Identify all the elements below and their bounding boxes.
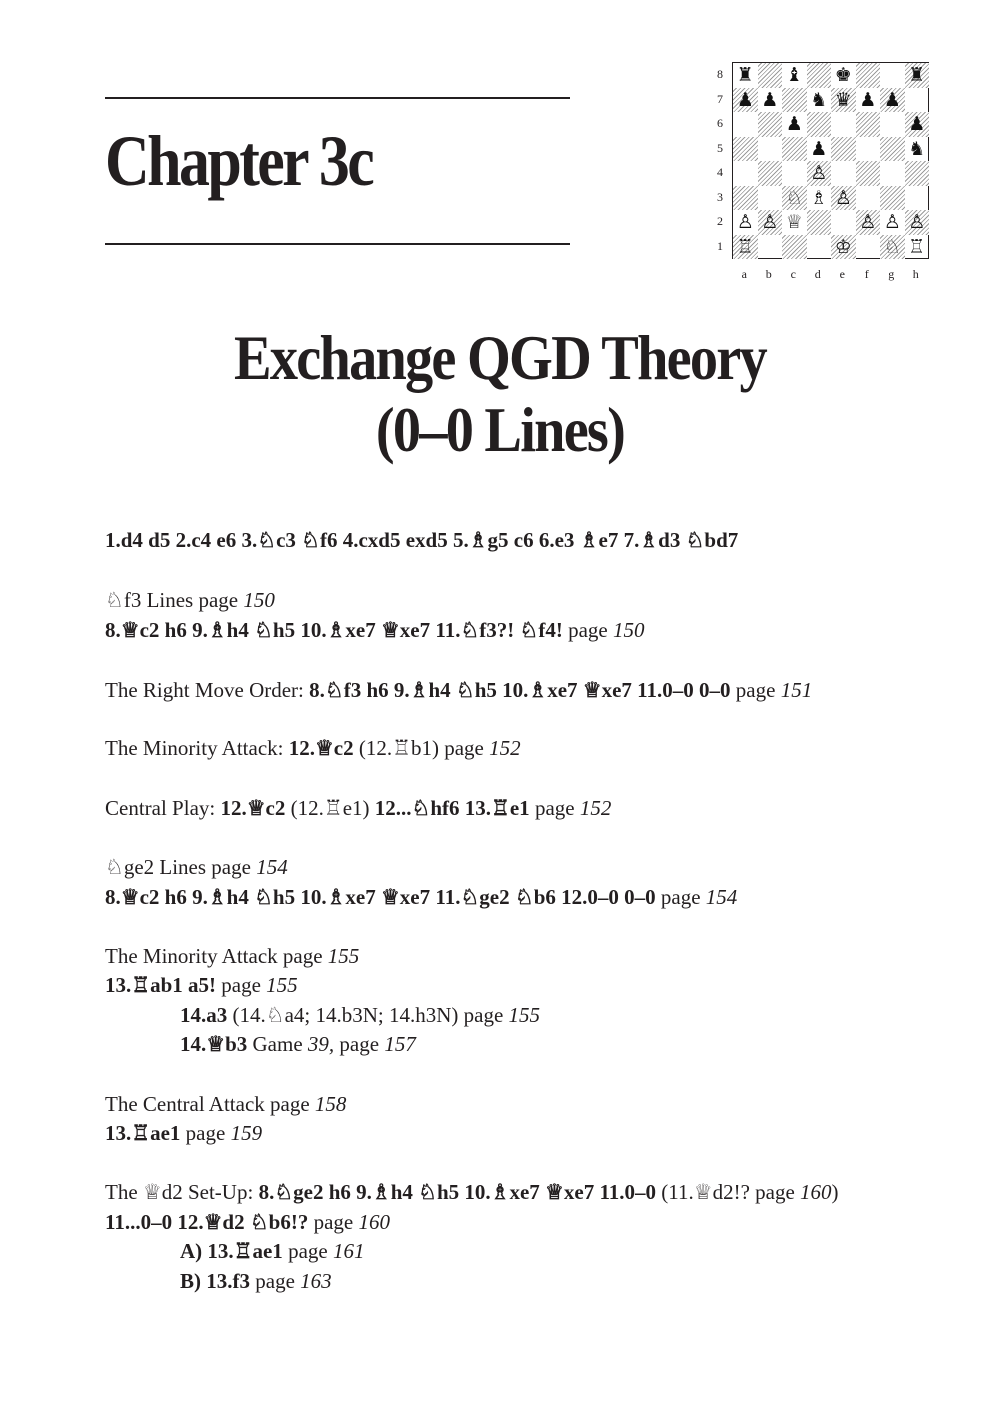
line-text: page: [655, 885, 706, 909]
main-title: [0, 322, 1000, 466]
board-square: [782, 235, 807, 260]
file-label: a: [741, 267, 747, 281]
variation-line: [180, 1239, 364, 1264]
line-text: ♘ge2 Lines page: [105, 855, 257, 879]
chess-piece: ♖: [736, 235, 754, 258]
board-square: [856, 161, 881, 186]
board-square: [880, 186, 905, 211]
line-text: (11.♕d2!? page: [656, 1180, 801, 1204]
chess-piece: ♙: [810, 162, 828, 184]
chess-piece: ♚: [834, 64, 852, 86]
rank-label: 8: [717, 67, 723, 81]
board-square: [733, 186, 758, 211]
variation-line: [105, 736, 521, 761]
chess-piece: ♟: [736, 88, 754, 111]
chess-piece: ♖: [908, 235, 926, 258]
move-sequence: 8.♘f3 h6 9.♗h4 ♘h5 10.♗xe7 ♕xe7 11.0–0 0–0: [309, 678, 731, 702]
chess-diagram: [714, 62, 934, 284]
board-square: [758, 186, 783, 211]
chapter-title: Chapter 3c: [105, 121, 373, 201]
line-text: Game: [247, 1032, 308, 1056]
main-title-line1: Exchange QGD Theory: [234, 322, 766, 393]
page-number: 159: [230, 1121, 263, 1145]
page-number: 158: [314, 1092, 347, 1116]
variation-line: [105, 973, 298, 998]
page-number: 151: [780, 678, 813, 702]
variation-line: [105, 796, 611, 821]
move-sequence: B) 13.f3: [180, 1269, 250, 1293]
line-text: The Central Attack page: [105, 1092, 315, 1116]
variation-line: [105, 588, 275, 613]
chess-board: [732, 62, 929, 259]
board-square: [807, 112, 832, 137]
page-number: 152: [489, 736, 521, 760]
page-number: 157: [384, 1032, 416, 1056]
page-number: 160: [800, 1180, 832, 1204]
chess-piece: ♝: [785, 64, 803, 86]
variation-line: [180, 1269, 332, 1294]
chess-piece: ♙: [883, 211, 901, 233]
page-number: 155: [508, 1003, 541, 1027]
move-sequence: 1.d4 d5 2.c4 e6 3.♘c3 ♘f6 4.cxd5 exd5 5.♗g5 c6 6.e3 ♗e7 7.♗d3 ♘bd7: [105, 528, 739, 552]
line-text: page: [216, 973, 267, 997]
chess-piece: ♞: [908, 137, 926, 160]
chess-piece: ♗: [810, 186, 828, 209]
line-text: The Minority Attack:: [105, 736, 289, 760]
rank-label: 4: [717, 165, 723, 179]
chess-piece: ♛: [834, 88, 852, 111]
rank-label: 5: [717, 140, 723, 155]
chess-piece: ♘: [785, 186, 803, 209]
chess-piece: ♜: [736, 64, 754, 86]
chess-piece: ♟: [761, 88, 779, 111]
chess-piece: ♟: [785, 113, 803, 135]
rank-label: 2: [717, 214, 723, 228]
line-text: The ♕d2 Set-Up:: [105, 1180, 259, 1204]
file-label: b: [765, 267, 772, 281]
board-square: [733, 137, 758, 162]
board-square: [880, 63, 905, 88]
chess-piece: ♙: [908, 211, 926, 233]
chess-piece: ♙: [834, 186, 852, 209]
board-square: [782, 161, 807, 186]
variation-line: [105, 1121, 262, 1146]
move-sequence: 8.♕c2 h6 9.♗h4 ♘h5 10.♗xe7 ♕xe7 11.♘ge2 ♘b6 12.0–0 0–0: [105, 885, 656, 909]
rank-label: 7: [717, 91, 723, 106]
board-square: [880, 161, 905, 186]
page-number: 150: [613, 618, 645, 642]
line-text: ): [831, 1180, 839, 1204]
chess-piece: ♟: [908, 113, 926, 135]
file-label: h: [912, 267, 919, 281]
file-label: e: [839, 267, 845, 281]
board-square: [856, 63, 881, 88]
line-text: page: [250, 1269, 301, 1293]
line-text: Central Play:: [105, 796, 221, 820]
board-square: [831, 161, 856, 186]
move-sequence: 12...♘hf6 13.♖e1: [374, 796, 530, 820]
page-number: 39,: [307, 1032, 335, 1056]
move-sequence: 14.♕b3: [180, 1032, 248, 1056]
page-number: 152: [579, 796, 612, 820]
chess-piece: ♞: [810, 88, 828, 111]
move-sequence: 8.♕c2 h6 9.♗h4 ♘h5 10.♗xe7 ♕xe7 11.♘f3?! ♘f4!: [105, 618, 563, 642]
file-label: g: [888, 267, 895, 281]
line-text: page: [730, 678, 781, 702]
board-square: [880, 112, 905, 137]
rank-label: 6: [717, 116, 723, 130]
bottom-rule: [105, 243, 570, 245]
main-title-line2: (0–0 Lines): [375, 394, 625, 465]
board-square: [758, 63, 783, 88]
file-label: f: [864, 267, 869, 281]
board-square: [782, 88, 807, 113]
board-square: [831, 112, 856, 137]
top-rule: [105, 97, 570, 99]
chess-piece: ♙: [736, 211, 754, 233]
board-square: [905, 186, 930, 211]
board-square: [831, 137, 856, 162]
page-number: 154: [705, 885, 738, 909]
board-square: [758, 137, 783, 162]
line-text: The Right Move Order:: [105, 678, 310, 702]
line-text: page: [562, 618, 614, 642]
file-label: d: [814, 267, 821, 281]
chess-piece: ♟: [883, 88, 901, 111]
chess-piece: ♟: [810, 137, 828, 160]
move-sequence: 13.♖ae1: [105, 1121, 181, 1145]
chess-piece: ♘: [883, 235, 901, 258]
variation-line: [105, 1210, 390, 1235]
page-number: 161: [332, 1239, 365, 1263]
board-square: [856, 137, 881, 162]
chess-piece: ♙: [761, 211, 779, 233]
rank-label: 1: [717, 238, 723, 253]
variation-line: [105, 528, 738, 553]
board-square: [905, 88, 930, 113]
line-text: page: [282, 1239, 333, 1263]
chess-piece: ♕: [785, 211, 803, 233]
board-square: [880, 137, 905, 162]
board-square: [782, 137, 807, 162]
variation-line: [105, 1092, 346, 1117]
variation-line: [105, 885, 737, 910]
line-text: page: [334, 1032, 385, 1056]
board-square: [807, 210, 832, 235]
move-sequence: A) 13.♖ae1: [180, 1239, 283, 1263]
variation-line: [105, 618, 645, 643]
variation-line: [180, 1032, 416, 1057]
line-text: page: [529, 796, 580, 820]
line-text: (12.♖e1): [285, 796, 375, 820]
board-square: [856, 235, 881, 260]
line-text: (12.♖b1) page: [353, 736, 490, 760]
board-square: [758, 235, 783, 260]
board-square: [758, 112, 783, 137]
variation-line: [105, 855, 288, 880]
line-text: ♘f3 Lines page: [105, 588, 244, 612]
page-number: 150: [243, 588, 275, 612]
file-label: c: [790, 267, 796, 281]
page-number: 163: [300, 1269, 332, 1293]
line-text: (14.♘a4; 14.b3N; 14.h3N) page: [227, 1003, 509, 1027]
board-square: [758, 161, 783, 186]
line-text: page: [180, 1121, 231, 1145]
page-number: 154: [256, 855, 288, 879]
board-square: [905, 161, 930, 186]
line-text: The Minority Attack page: [105, 944, 328, 968]
chess-piece: ♙: [859, 211, 877, 233]
page-number: 155: [327, 944, 360, 968]
move-sequence: 12.♕c2: [288, 736, 354, 760]
board-square: [856, 112, 881, 137]
move-sequence: 11...0–0 12.♕d2 ♘b6!?: [105, 1210, 309, 1234]
variation-line: [105, 944, 359, 969]
variation-line: [105, 1180, 839, 1205]
rank-label: 3: [717, 189, 723, 204]
chess-piece: ♔: [834, 235, 852, 258]
board-square: [807, 63, 832, 88]
chess-piece: ♟: [859, 88, 877, 111]
board-square: [807, 235, 832, 260]
variation-line: [105, 678, 812, 703]
line-text: page: [308, 1210, 359, 1234]
page-number: 160: [358, 1210, 391, 1234]
board-square: [831, 210, 856, 235]
move-sequence: 12.♕c2: [220, 796, 286, 820]
board-square: [856, 186, 881, 211]
board-square: [733, 112, 758, 137]
variation-line: [180, 1003, 540, 1028]
move-sequence: 13.♖ab1 a5!: [105, 973, 216, 997]
move-sequence: 8.♘ge2 h6 9.♗h4 ♘h5 10.♗xe7 ♕xe7 11.0–0: [258, 1180, 657, 1204]
board-square: [733, 161, 758, 186]
move-sequence: 14.a3: [180, 1003, 228, 1027]
page-number: 155: [266, 973, 298, 997]
chess-piece: ♜: [908, 64, 926, 86]
